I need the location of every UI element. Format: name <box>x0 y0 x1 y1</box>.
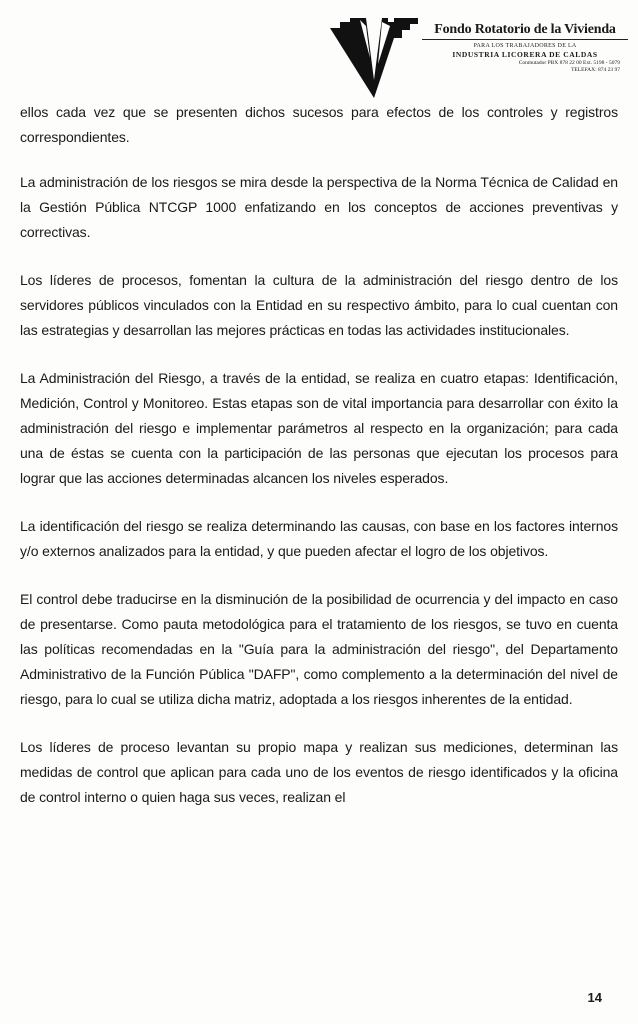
page-number: 14 <box>587 990 602 1005</box>
org-title: Fondo Rotatorio de la Vivienda <box>422 22 628 40</box>
document-body <box>20 100 618 833</box>
org-phone: Conmutador PBX 878 22 00 Ext. 5198 - 5079 <box>518 60 620 66</box>
paragraph-continuation: ellos cada vez que se presenten dichos sucesos para efectos de los controles y registros correspondientes. <box>20 104 618 145</box>
paragraph-risk-stages: La Administración del Riesgo, a través de la entidad, se realiza en cuatro etapas: Identificación, Medición, Control y Monitoreo. Estas etapas son de vital importancia para desarrollar con éxito la administración del riesgo e implementar parámetros al respecto en la organización; para cada una de éstas se cuenta con la participación de las personas que ejecutan los procesos para lograr que las acciones determinadas alcancen los niveles esperados. <box>20 370 618 486</box>
org-name: INDUSTRIA LICORERA DE CALDAS <box>452 50 598 59</box>
org-subtitle: PARA LOS TRABAJADORES DE LA <box>473 43 577 49</box>
paragraph-ntcgp: La administración de los riesgos se mira desde la perspectiva de la Norma Técnica de Calidad en la Gestión Pública NTCGP 1000 enfatizando en los conceptos de acciones preventivas y correctivas. <box>20 174 618 240</box>
paragraph-risk-identification: La identificación del riesgo se realiza determinando las causas, con base en los factores internos y/o externos analizados para la entidad, y que pueden afectar el logro de los objetivos. <box>20 518 618 559</box>
fondo-rotatorio-logo-icon <box>330 18 418 98</box>
paragraph-risk-control: El control debe traducirse en la disminución de la posibilidad de ocurrencia y del impacto en caso de presentarse. Como pauta metodológica para el tratamiento de los riesgos, se tuvo en cuenta las políticas recomendadas en la "Guía para la administración del riesgo", del Departamento Administrativo de la Función Pública "DAFP", como complemento a la determinación del nivel de riesgo, para lo cual se utiliza dicha matriz, adoptada a los riesgos inherentes de la entidad. <box>20 591 618 707</box>
org-fax: TELEFAX: 874 23 97 <box>571 67 620 73</box>
letterhead <box>330 18 630 98</box>
paragraph-risk-map: Los líderes de proceso levantan su propio mapa y realizan sus mediciones, determinan las medidas de control que aplican para cada uno de los eventos de riesgo identificados y la oficina de control interno o quien haga sus veces, realizan el <box>20 739 618 805</box>
paragraph-process-leaders: Los líderes de procesos, fomentan la cultura de la administración del riesgo dentro de los servidores públicos vinculados con la Entidad en su respectivo ámbito, para lo cual cuentan con las estrategias y desarrollan las mejores prácticas en todas las actividades institucionales. <box>20 272 618 338</box>
letterhead-text <box>422 22 628 74</box>
